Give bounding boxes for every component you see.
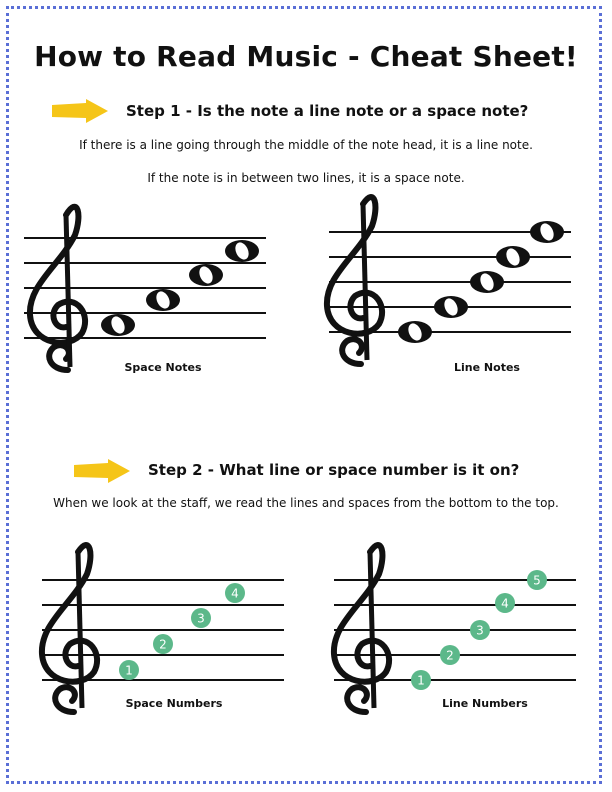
treble-clef-icon xyxy=(42,545,97,712)
step2-heading: Step 2 - What line or space number is it on? xyxy=(148,461,520,479)
arrow-right-icon xyxy=(52,99,108,123)
line-notes-staff xyxy=(325,192,575,382)
badge-label: 3 xyxy=(197,611,205,626)
whole-note-icon xyxy=(470,271,504,293)
badge-label: 1 xyxy=(417,673,425,688)
step2-text: When we look at the staff, we read the lines and spaces from the bottom to the top. xyxy=(53,496,559,510)
whole-note-icon xyxy=(530,221,564,243)
badge-label: 4 xyxy=(501,596,509,611)
page-title: How to Read Music - Cheat Sheet! xyxy=(34,40,578,73)
line-number-badge xyxy=(527,570,547,590)
space-number-badge xyxy=(191,608,211,628)
space-notes-staff xyxy=(20,195,270,385)
treble-clef-icon xyxy=(334,545,389,712)
badge-label: 5 xyxy=(533,573,541,588)
caption-line-numbers: Line Numbers xyxy=(442,697,528,710)
line-number-badge xyxy=(440,645,460,665)
whole-note-icon xyxy=(189,264,223,286)
arrow-right-icon xyxy=(74,459,130,483)
step1-text-space-note: If the note is in between two lines, it is a space note. xyxy=(147,171,465,185)
step1-text-line-note: If there is a line going through the middle of the note head, it is a line note. xyxy=(79,138,533,152)
badge-label: 1 xyxy=(125,663,133,678)
caption-line-notes: Line Notes xyxy=(454,361,520,374)
badge-label: 3 xyxy=(476,623,484,638)
treble-clef-icon xyxy=(327,197,382,364)
whole-note-icon xyxy=(434,296,468,318)
caption-space-numbers: Space Numbers xyxy=(125,697,223,710)
badge-label: 2 xyxy=(446,648,454,663)
whole-note-icon xyxy=(146,289,180,311)
line-number-badge xyxy=(495,593,515,613)
whole-note-icon xyxy=(496,246,530,268)
badge-label: 2 xyxy=(159,637,167,652)
line-number-badge xyxy=(411,670,431,690)
whole-note-icon xyxy=(398,321,432,343)
step1-heading: Step 1 - Is the note a line note or a space note? xyxy=(126,102,529,120)
badge-label: 4 xyxy=(231,586,239,601)
space-number-badge xyxy=(225,583,245,603)
space-number-badge xyxy=(153,634,173,654)
whole-note-icon xyxy=(225,240,259,262)
line-number-badge xyxy=(470,620,490,640)
whole-note-icon xyxy=(101,314,135,336)
space-number-badge xyxy=(119,660,139,680)
caption-space-notes: Space Notes xyxy=(124,361,202,374)
